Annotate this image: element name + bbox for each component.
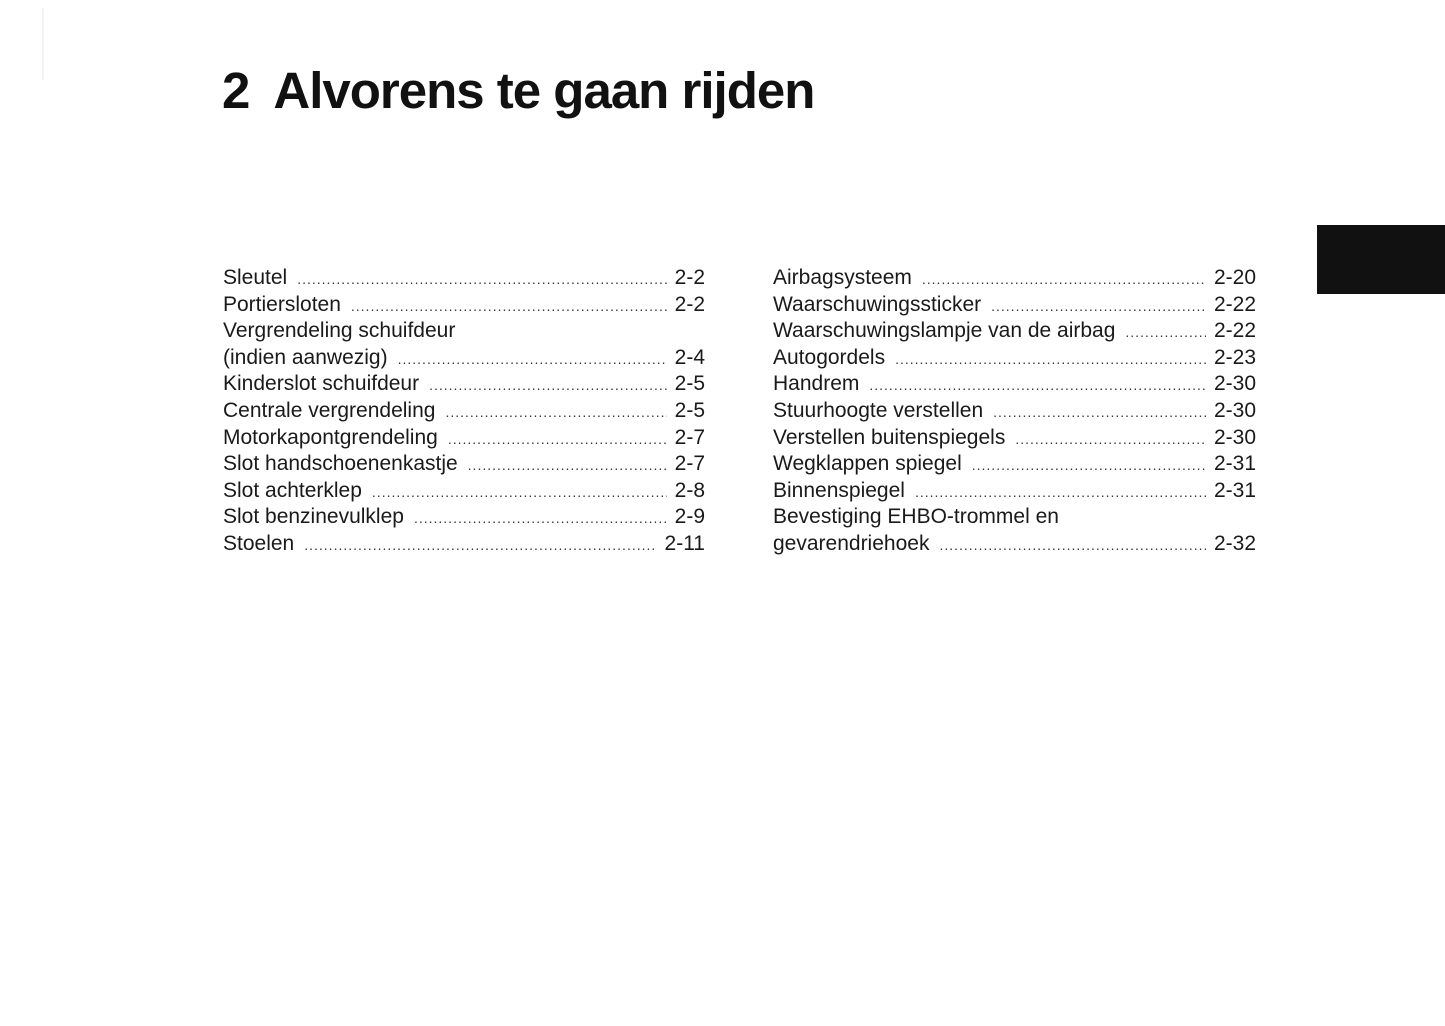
toc-entry-title: Verstellen buitenspiegels: [773, 425, 1006, 449]
toc-entry-title: Airbagsysteem: [773, 266, 912, 289]
dot-leader: [915, 479, 1206, 506]
toc-entry[interactable]: [223, 371, 705, 398]
dot-leader: [1015, 426, 1206, 453]
toc-entry-title: Motorkapontgrendeling: [223, 425, 438, 449]
dot-leader: [372, 479, 667, 506]
toc-entry-page: 2-5: [674, 372, 705, 396]
dot-leader: [1125, 319, 1206, 346]
toc-entry-title: Handrem: [773, 372, 860, 396]
dot-leader: [468, 452, 667, 479]
toc-entry[interactable]: [223, 425, 705, 452]
toc-entry-page: 2-7: [674, 452, 705, 476]
toc-entry[interactable]: [773, 504, 1256, 531]
toc-entry-page: 2-30: [1213, 398, 1256, 422]
chapter-number: 2: [222, 62, 250, 119]
toc-entry[interactable]: [773, 371, 1256, 398]
toc-entry-title: Slot benzinevulklep: [223, 505, 404, 529]
toc-entry-title: Slot handschoenenkastje: [223, 452, 458, 476]
toc-entry-page: 2-22: [1213, 292, 1256, 316]
dot-leader: [398, 346, 667, 373]
toc-entry-title: Waarschuwingslampje van de airbag: [773, 319, 1116, 343]
toc-entry-page: 2-20: [1213, 266, 1256, 289]
dot-leader: [922, 266, 1206, 293]
toc-entry-page: 2-23: [1213, 345, 1256, 369]
toc-entry[interactable]: [773, 531, 1256, 558]
toc-entry-page: 2-5: [674, 398, 705, 422]
toc-entry-title: Stoelen: [223, 531, 295, 555]
dot-leader: [869, 372, 1206, 399]
toc-entry-title: Stuurhoogte verstellen: [773, 398, 984, 422]
toc-entry-page: 2-31: [1213, 478, 1256, 502]
toc-entry-title: Vergrendeling schuifdeur: [223, 319, 456, 343]
dot-leader: [351, 293, 667, 320]
toc-entry[interactable]: [223, 531, 705, 558]
toc-entry-page: 2-2: [674, 292, 705, 316]
toc-entry-title: Autogordels: [773, 345, 886, 369]
toc-entry-title: Portiersloten: [223, 292, 341, 316]
dot-leader: [991, 293, 1206, 320]
dot-leader: [429, 372, 667, 399]
toc-entry-page: 2-22: [1213, 319, 1256, 343]
toc-entry[interactable]: [773, 398, 1256, 425]
toc-entry-page: 2-8: [674, 478, 705, 502]
toc-entry[interactable]: [223, 398, 705, 425]
toc-entry[interactable]: [773, 451, 1256, 478]
chapter-title-text: Alvorens te gaan rijden: [273, 62, 815, 119]
toc-entry[interactable]: [223, 451, 705, 478]
dot-leader: [972, 452, 1206, 479]
toc-entry-page: 2-31: [1213, 452, 1256, 476]
dot-leader: [445, 399, 666, 426]
toc-entry-page: 2-4: [674, 345, 705, 369]
toc-entry-title: Slot achterklep: [223, 478, 362, 502]
toc-entry[interactable]: [223, 345, 705, 372]
toc-entry-page: 2-9: [674, 505, 705, 529]
toc-entry[interactable]: [223, 292, 705, 319]
toc-entry[interactable]: [773, 345, 1256, 372]
toc-entry-title: Binnenspiegel: [773, 478, 905, 502]
dot-leader: [448, 426, 667, 453]
dot-leader: [895, 346, 1206, 373]
toc-entry-title: (indien aanwezig): [223, 345, 388, 369]
dot-leader: [297, 266, 666, 293]
dot-leader: [939, 532, 1206, 559]
dot-leader: [414, 505, 667, 532]
toc-entry[interactable]: [773, 265, 1256, 292]
toc-left-column: [223, 265, 705, 558]
toc-entry-title: Kinderslot schuifdeur: [223, 372, 420, 396]
page-edge-mark: [42, 8, 44, 80]
toc-entry-title: Waarschuwingssticker: [773, 292, 982, 316]
toc-entry-page: 2-7: [674, 425, 705, 449]
toc-entry-page: 2-30: [1213, 372, 1256, 396]
chapter-title: [222, 60, 814, 122]
toc-entry[interactable]: [223, 504, 705, 531]
toc-entry[interactable]: [773, 292, 1256, 319]
toc-entry[interactable]: [773, 318, 1256, 345]
toc-entry[interactable]: [223, 318, 705, 345]
toc-entry-title: gevarendriehoek: [773, 531, 930, 555]
toc-entry-page: 2-32: [1213, 531, 1256, 555]
toc-entry-title: Centrale vergrendeling: [223, 398, 436, 422]
toc-entry-title: Wegklappen spiegel: [773, 452, 962, 476]
chapter-thumb-tab: [1317, 225, 1445, 294]
toc-entry[interactable]: [223, 478, 705, 505]
toc-right-column: [773, 265, 1256, 558]
toc-entry[interactable]: [773, 425, 1256, 452]
toc-entry[interactable]: [223, 265, 705, 292]
toc-entry-title: Sleutel: [223, 266, 288, 289]
dot-leader: [993, 399, 1206, 426]
toc-entry-page: 2-11: [664, 531, 705, 555]
toc-entry-page: 2-2: [674, 266, 705, 289]
toc-entry-page: 2-30: [1213, 425, 1256, 449]
dot-leader: [304, 532, 656, 559]
toc-entry-title: Bevestiging EHBO-trommel en: [773, 505, 1059, 529]
toc-entry[interactable]: [773, 478, 1256, 505]
